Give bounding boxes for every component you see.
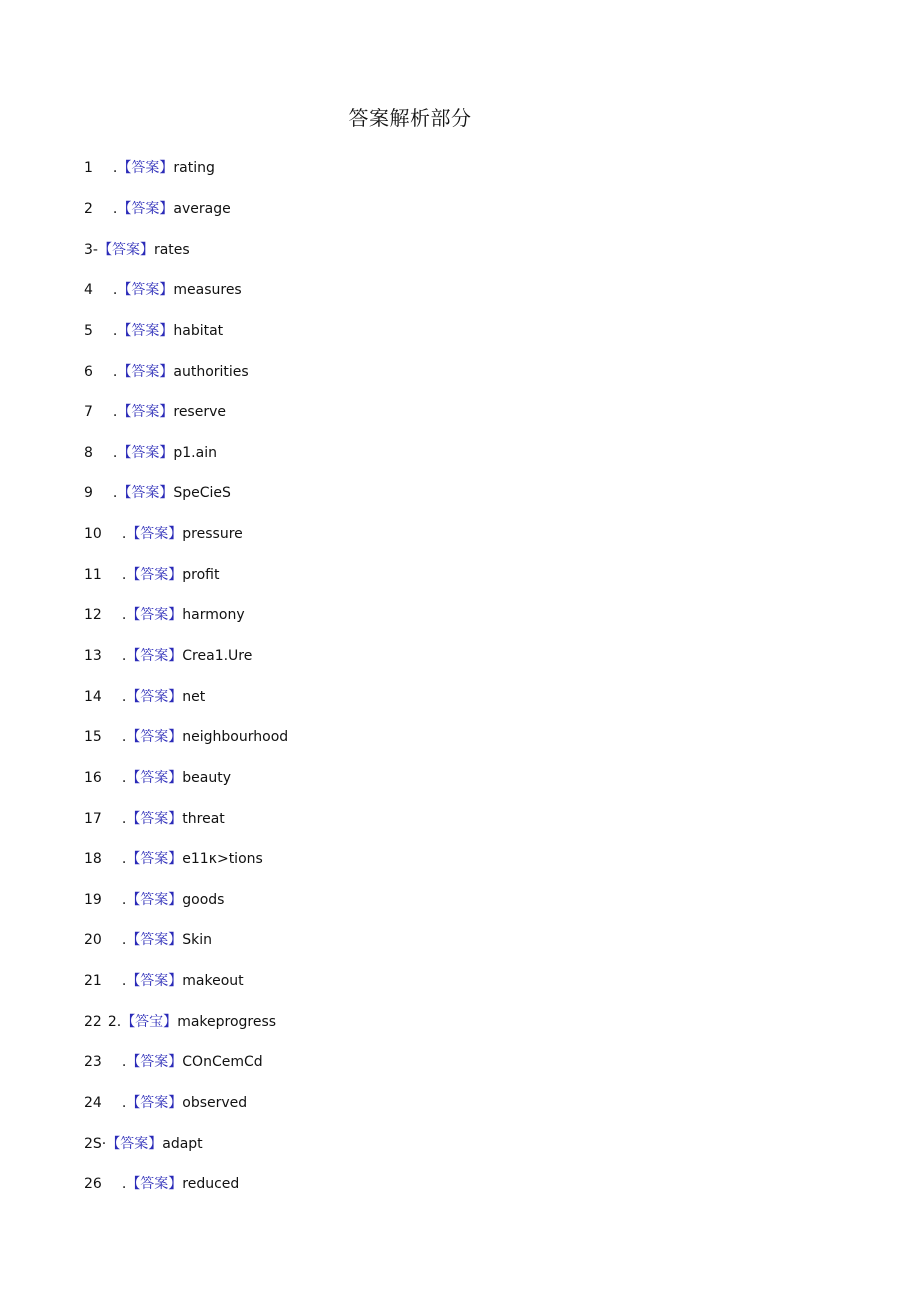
item-number: 22 [84, 1013, 102, 1030]
item-separator: . [112, 322, 118, 339]
answer-tag: 【答案】 [126, 1095, 183, 1112]
item-separator: . [121, 688, 127, 705]
item-number: 3- [84, 241, 98, 258]
answer-item [84, 880, 784, 921]
item-number: 8 [84, 444, 93, 461]
answer-item [84, 1083, 784, 1124]
item-separator: . [121, 566, 127, 583]
answer-tag: 【答案】 [126, 526, 183, 543]
answer-tag: 【答案】 [117, 363, 174, 380]
answer-text: Crea1.Ure [182, 648, 253, 664]
answer-tag: 【答案】 [117, 282, 174, 299]
answer-text: profit [182, 566, 220, 583]
answer-tag: 【答案】 [117, 200, 174, 217]
answer-tag: 【答案】 [117, 160, 174, 177]
item-number: 7 [84, 404, 93, 421]
answer-text: reserve [173, 404, 226, 421]
item-separator: . [121, 810, 127, 827]
item-separator: . [121, 851, 127, 868]
item-separator: . [121, 891, 127, 908]
answer-item [84, 961, 784, 1002]
answer-text: goods [182, 891, 225, 908]
item-separator: . [112, 485, 118, 502]
answer-item [84, 676, 784, 717]
item-number: 14 [84, 688, 102, 705]
item-separator: . [112, 200, 118, 217]
answer-text: neighbourhood [182, 729, 289, 746]
answer-text: beauty [182, 769, 232, 786]
answer-item [84, 514, 784, 555]
answer-item [84, 1164, 784, 1205]
answer-text: average [173, 200, 231, 217]
item-number: 4 [84, 282, 93, 299]
answer-tag: 【答案】 [117, 485, 174, 502]
answer-tag: 【答案】 [126, 688, 183, 705]
item-separator: . [112, 404, 118, 421]
answer-text: measures [173, 282, 242, 299]
item-separator: . [112, 160, 118, 177]
item-separator: . [112, 282, 118, 299]
item-number: 1 [84, 160, 93, 177]
answer-item [84, 554, 784, 595]
answer-item [84, 148, 784, 189]
answer-text: authorities [173, 363, 249, 380]
answer-tag: 【答案】 [117, 404, 174, 421]
answer-item [84, 1042, 784, 1083]
item-separator: . [121, 1054, 127, 1071]
answer-list [84, 148, 784, 1205]
answer-tag: 【答案】 [117, 322, 174, 339]
answer-item [84, 1001, 784, 1042]
answer-tag: 【答案】 [126, 932, 183, 949]
answer-text: p1.ain [173, 444, 217, 461]
answer-item [84, 311, 784, 352]
answer-text: rating [173, 160, 215, 177]
item-number: 2S· [84, 1135, 107, 1152]
item-number: 23 [84, 1054, 102, 1071]
answer-text: adapt [162, 1135, 203, 1152]
item-separator: . [121, 1095, 127, 1112]
answer-item [84, 717, 784, 758]
answer-tag: 【答案】 [126, 607, 183, 624]
answer-tag: 【答案】 [126, 1176, 183, 1193]
answer-tag: 【答案】 [126, 729, 183, 746]
answer-item [84, 229, 784, 270]
answer-tag: 【答案】 [126, 769, 183, 786]
item-number: 15 [84, 729, 102, 746]
item-separator: . [121, 973, 127, 990]
answer-tag: 【答案】 [126, 810, 183, 827]
answer-item [84, 270, 784, 311]
answer-tag: 【答案】 [106, 1135, 163, 1152]
item-number: 10 [84, 526, 102, 543]
answer-tag: 【答案】 [126, 851, 183, 868]
item-number: 21 [84, 973, 102, 990]
item-number: 26 [84, 1176, 102, 1193]
answer-tag: 【答案】 [126, 1054, 183, 1071]
item-number: 6 [84, 363, 93, 380]
page-title: 答案解析部分 [348, 106, 472, 130]
answer-text: makeprogress [177, 1013, 277, 1030]
answer-text: SpeCieS [173, 485, 231, 502]
answer-text: observed [182, 1095, 248, 1112]
item-number: 19 [84, 891, 102, 908]
item-separator: . [121, 607, 127, 624]
item-separator: . [121, 1176, 127, 1193]
answer-text: habitat [173, 322, 224, 339]
item-number: 11 [84, 566, 102, 583]
answer-item [84, 595, 784, 636]
answer-item [84, 798, 784, 839]
answer-tag: 【答宝】 [121, 1013, 178, 1030]
item-number: 9 [84, 485, 93, 502]
item-number: 24 [84, 1095, 102, 1112]
item-separator: . [121, 769, 127, 786]
answer-text: threat [182, 810, 225, 827]
answer-text: makeout [182, 973, 244, 990]
answer-text: Skin [182, 932, 213, 949]
item-separator: . [112, 444, 118, 461]
answer-item [84, 351, 784, 392]
answer-text: reduced [182, 1176, 240, 1193]
answer-item [84, 189, 784, 230]
answer-item [84, 1123, 784, 1164]
answer-text: rates [153, 241, 190, 258]
item-number: 12 [84, 607, 102, 624]
answer-text: e11κ>tions [182, 851, 263, 868]
item-number: 2 [84, 200, 93, 217]
answer-text: harmony [182, 607, 245, 624]
answer-item [84, 839, 784, 880]
item-number: 18 [84, 851, 102, 868]
answer-text: COnCemCd [182, 1054, 263, 1071]
answer-item [84, 636, 784, 677]
item-number: 20 [84, 932, 102, 949]
answer-tag: 【答案】 [126, 566, 183, 583]
item-separator: . [121, 932, 127, 949]
item-number: 13 [84, 648, 102, 664]
item-number: 16 [84, 769, 102, 786]
item-separator: . [121, 648, 127, 664]
answer-item [84, 758, 784, 799]
answer-text: pressure [182, 526, 243, 543]
answer-tag: 【答案】 [126, 648, 183, 664]
answer-tag: 【答案】 [117, 444, 174, 461]
item-separator: . [112, 363, 118, 380]
answer-item [84, 392, 784, 433]
item-number: 17 [84, 810, 102, 827]
item-separator: . [121, 526, 127, 543]
item-separator: . [121, 729, 127, 746]
item-separator: 2. [107, 1013, 122, 1030]
answer-text: net [182, 688, 206, 705]
answer-tag: 【答案】 [97, 241, 154, 258]
answer-item [84, 473, 784, 514]
answer-tag: 【答案】 [126, 891, 183, 908]
item-number: 5 [84, 322, 93, 339]
answer-tag: 【答案】 [126, 973, 183, 990]
answer-item [84, 920, 784, 961]
answer-item [84, 432, 784, 473]
